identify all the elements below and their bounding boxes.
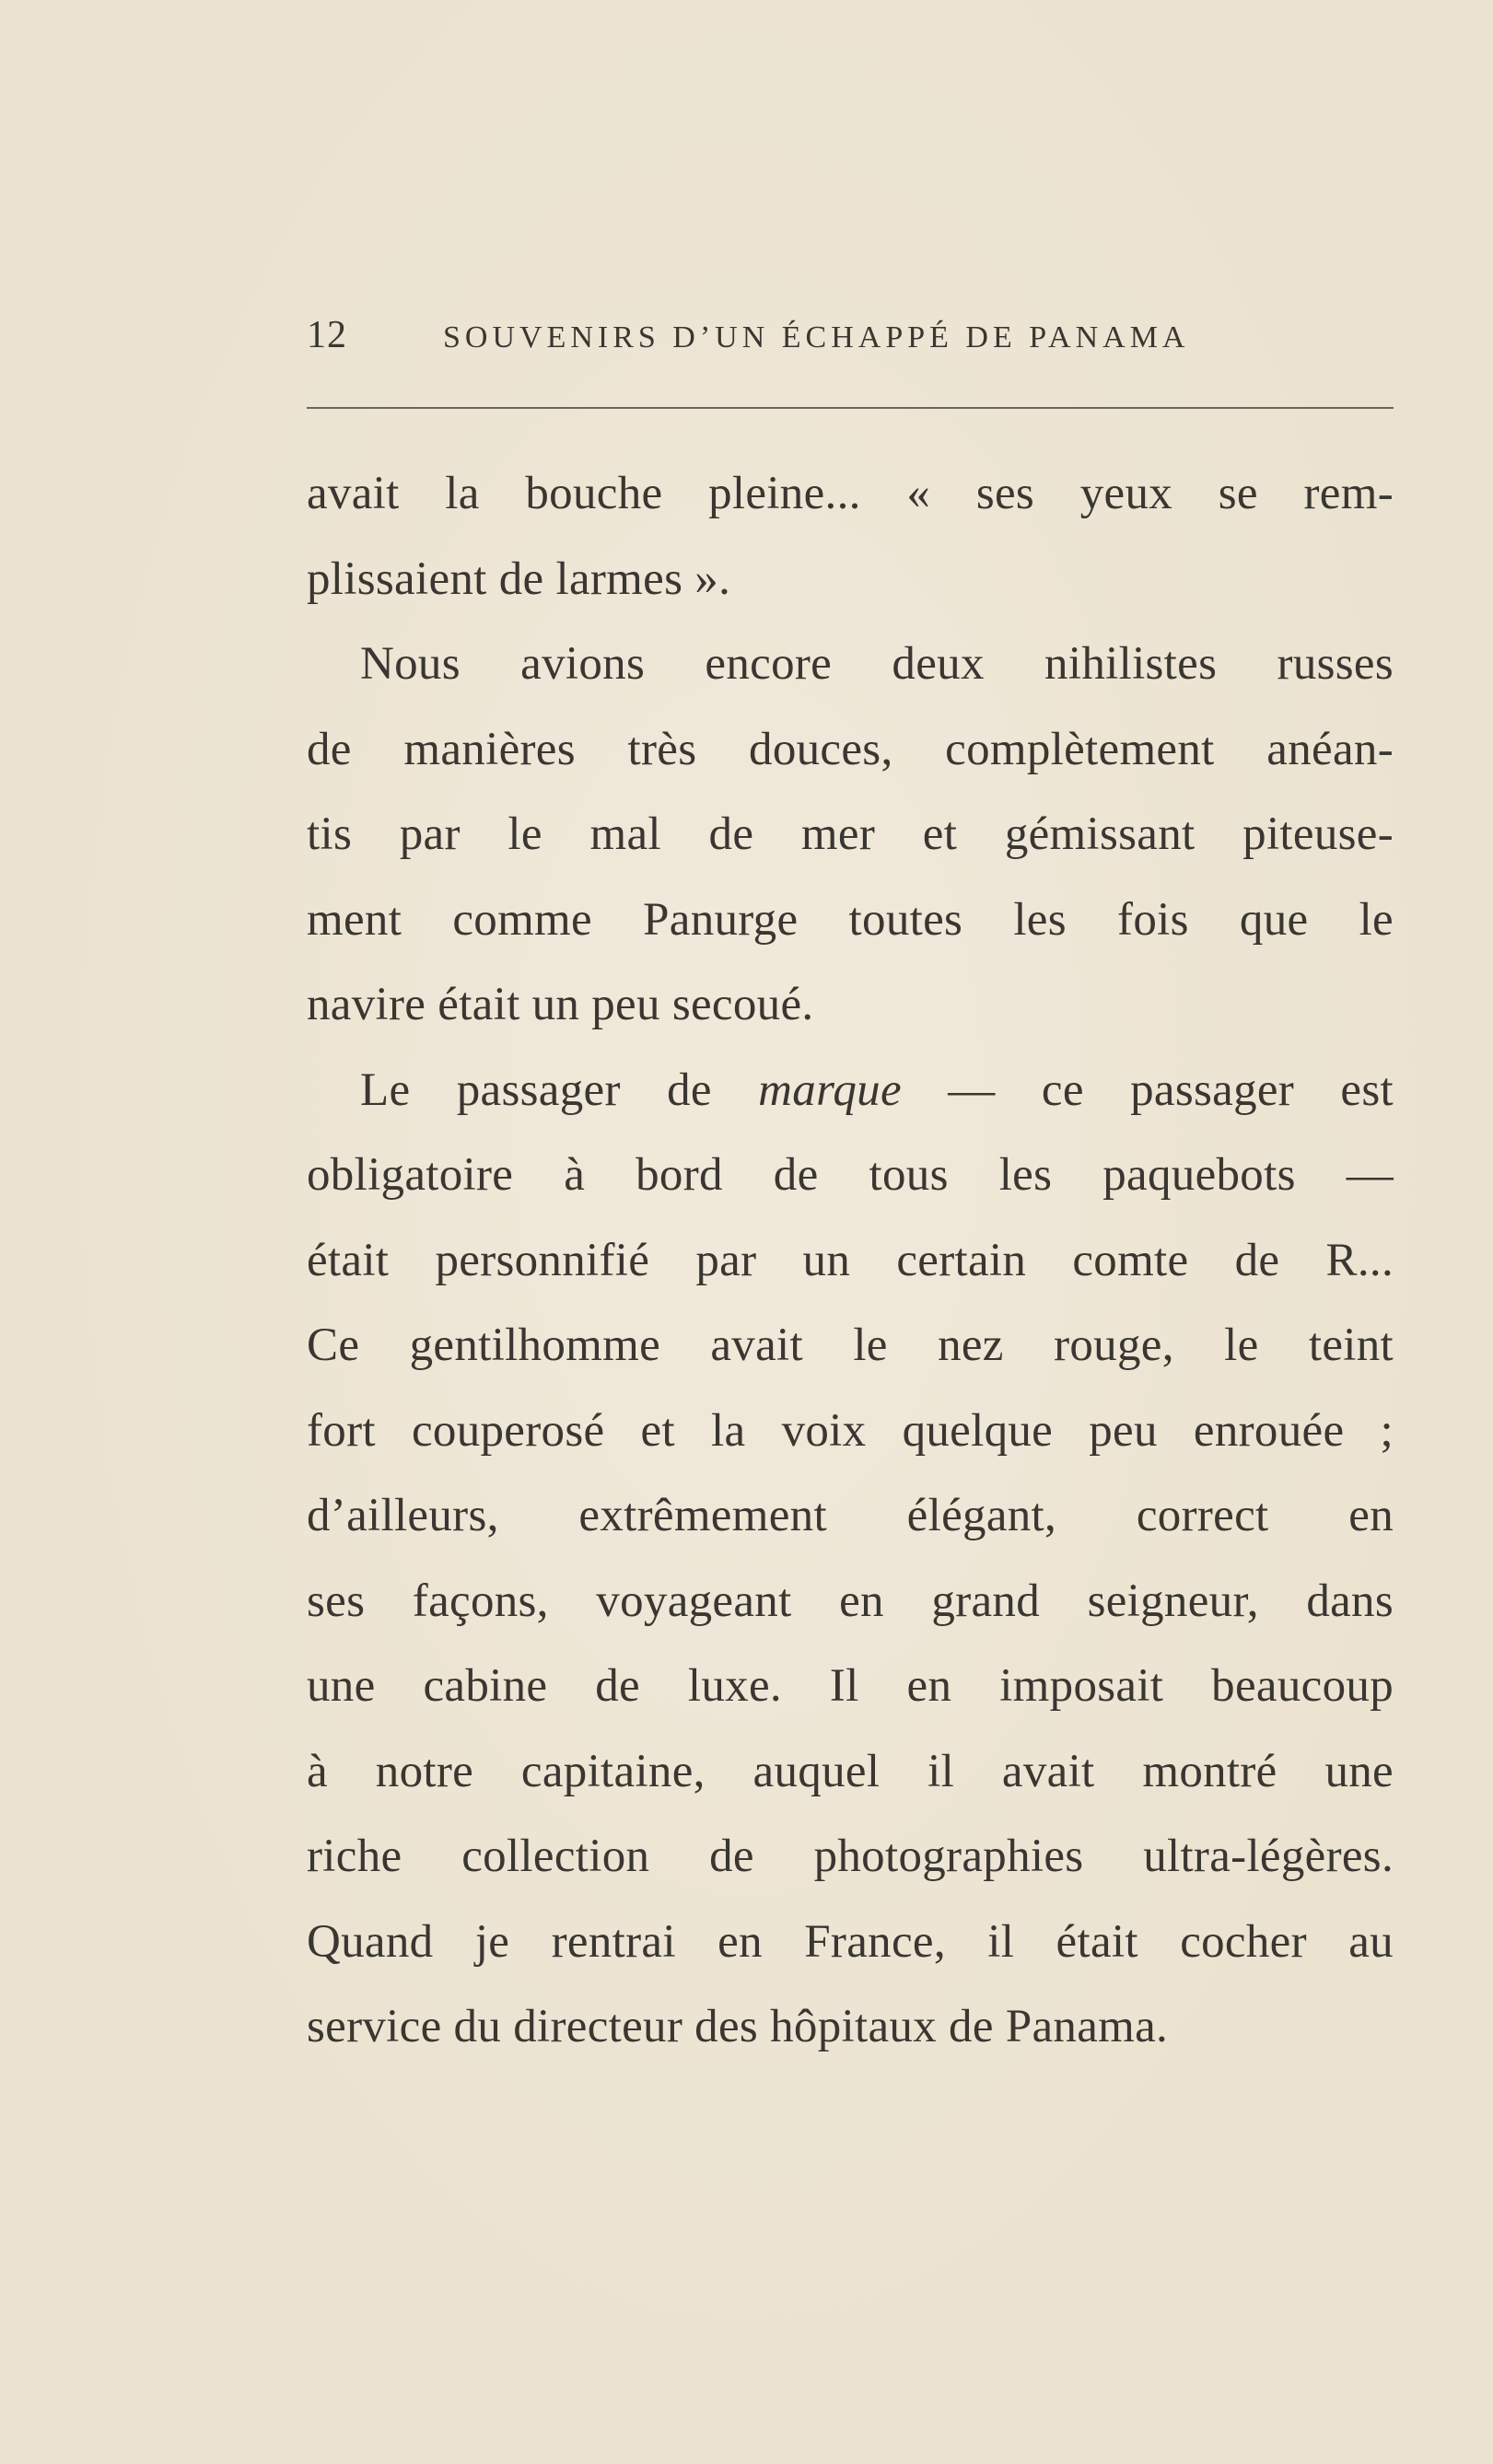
text-line: à notre capitaine, auquel il avait montré une: [307, 1745, 1394, 1797]
text-line: d’ailleurs, extrêmement élégant, correct en: [307, 1490, 1394, 1541]
text-line: plissaient de larmes ».: [307, 552, 731, 605]
text-segment: Le passager de: [360, 1063, 759, 1116]
text-line: de manières très douces, complètement anéan-: [307, 723, 1394, 775]
text-line: Quand je rentrai en France, il était cocher au: [307, 1915, 1394, 1968]
page-header: [307, 313, 1394, 368]
text-line: Ce gentilhomme avait le nez rouge, le teint: [307, 1319, 1394, 1371]
text-line-with-italic: [307, 1048, 1394, 1133]
text-line: ment comme Panurge toutes les fois que le: [307, 893, 1394, 946]
text-line: service du directeur des hôpitaux de Panama.: [307, 2001, 1169, 2052]
text-line: obligatoire à bord de tous les paquebots —: [307, 1149, 1394, 1201]
page-number: 12: [307, 314, 347, 356]
body-text: [307, 451, 1394, 2070]
text-line: Nous avions encore deux nihilistes russes: [360, 638, 1394, 690]
text-segment: — ce passager est: [901, 1063, 1394, 1116]
text-line: avait la bouche pleine... « ses yeux se rem-: [307, 468, 1394, 519]
text-line: fort couperosé et la voix quelque peu enrouée ;: [307, 1404, 1394, 1457]
header-rule: [307, 407, 1394, 409]
text-line: tis par le mal de mer et gémissant piteuse-: [307, 808, 1394, 860]
running-title: SOUVENIRS D’UN ÉCHAPPÉ DE PANAMA: [443, 320, 1190, 354]
text-line: était personnifié par un certain comte de R...: [307, 1234, 1394, 1286]
text-line: riche collection de photographies ultra-légères.: [307, 1831, 1394, 1882]
text-line: une cabine de luxe. Il en imposait beaucoup: [307, 1660, 1394, 1712]
text-line: ses façons, voyageant en grand seigneur, dans: [307, 1575, 1394, 1627]
italic-word: marque: [758, 1063, 902, 1116]
text-line: navire était un peu secoué.: [307, 979, 814, 1030]
